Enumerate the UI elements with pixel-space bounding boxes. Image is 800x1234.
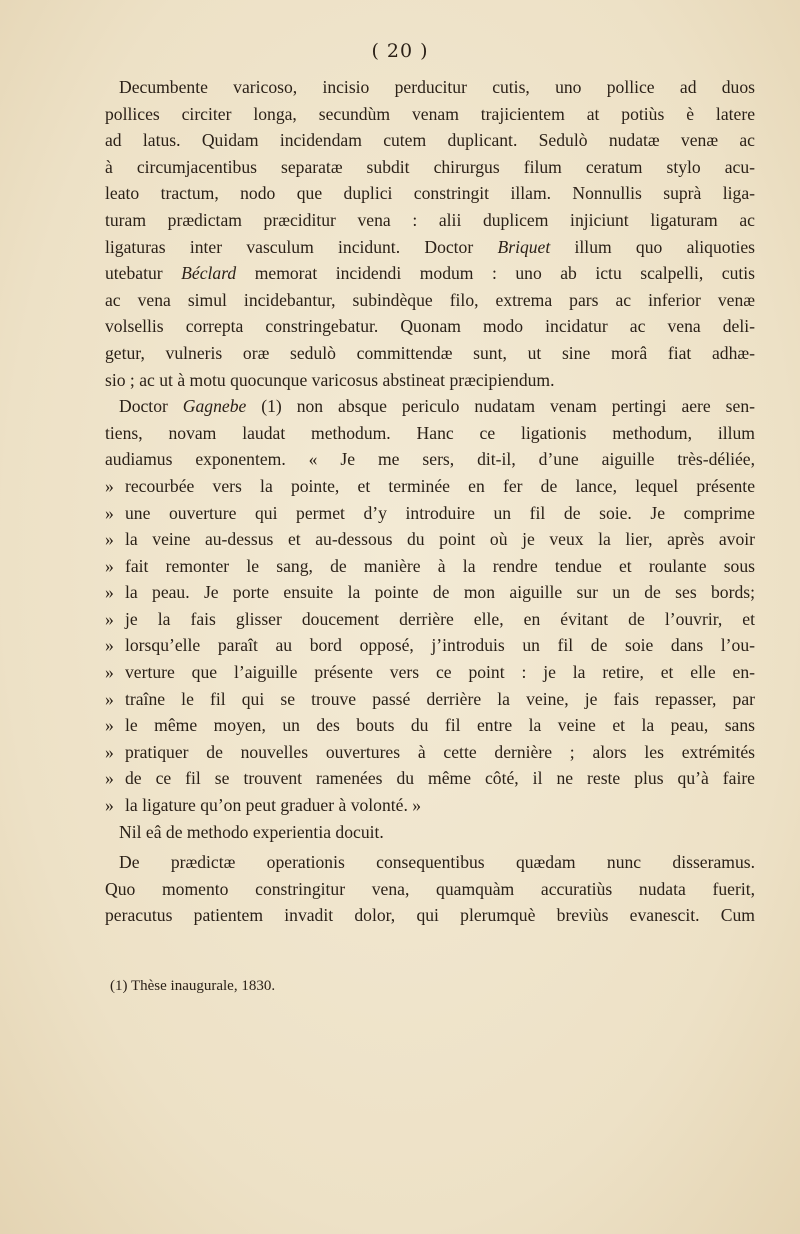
text-line: » une ouverture qui permet d’y introduire un fil de soie. Je comprime [105,500,755,527]
quote-mark: » [105,795,114,816]
text-line: » la ligature qu’on peut graduer à volonté. » [105,792,755,819]
italic-name: Gagnebe [182,396,247,417]
text-line: leato tractum, nodo que duplici constringit illam. Nonnullis suprà liga- [105,183,755,204]
text-line: » la veine au-dessus et au-dessous du point où je veux la lier, après avoir [105,526,755,553]
text-line: à circumjacentibus separatæ subdit chirurgus filum ceratum stylo acu- [105,156,755,177]
text-line: » fait remonter le sang, de manière à la rendre tendue et roulante sous [105,553,755,580]
quote-mark: » [105,555,114,576]
text-line: Doctor Gagnebe (1) non absque periculo nudatam venam pertingi aere sen- [119,396,755,417]
text-line: volsellis correpta constringebatur. Quonam modo incidatur ac vena deli- [105,316,755,337]
quote-mark: » [105,715,114,736]
text-line: audiamus exponentem. « Je me sers, dit-il, d’une aiguille très-déliée, [105,449,755,470]
quote-mark: » [105,688,114,709]
italic-name: Béclard [181,263,237,284]
quote-mark: » [105,662,114,683]
text-line: ligaturas inter vasculum incidunt. Doctor Briquet illum quo aliquoties [105,236,755,257]
text-line: sio ; ac ut à motu quocunque varicosus abstineat præcipiendum. [105,369,555,390]
text-line: » la peau. Je porte ensuite la pointe de mon aiguille sur un de ses bords; [105,579,755,606]
quote-mark: » [105,502,114,523]
body-text [105,74,755,929]
text-line: tiens, novam laudat methodum. Hanc ce ligationis methodum, illum [105,422,755,443]
quote-mark: » [105,635,114,656]
text-line: » verture que l’aiguille présente vers ce point : je la retire, et elle en- [105,659,755,686]
italic-name: Briquet [497,236,551,257]
text-line: pollices circiter longa, secundùm venam trajicientem at potiùs è latere [105,103,755,124]
text-line: turam prædictam præciditur vena : alii duplicem injiciunt ligaturam ac [105,209,755,230]
text-line: ad latus. Quidam incidendam cutem duplicant. Sedulò nudatæ venæ ac [105,130,755,151]
quote-mark: » [105,608,114,629]
text-line: » recourbée vers la pointe, et terminée en fer de lance, lequel présente [105,473,755,500]
quote-mark: » [105,741,114,762]
text-line: » lorsqu’elle paraît au bord opposé, j’introduis un fil de soie dans l’ou- [105,632,755,659]
text-line: peracutus patientem invadit dolor, qui plerumquè breviùs evanescit. Cum [105,905,755,926]
footnote: (1) Thèse inaugurale, 1830. [110,978,276,994]
text-line: ac vena simul incidebantur, subindèque filo, extrema pars ac inferior venæ [105,289,755,310]
text-line: » de ce fil se trouvent ramenées du même côté, il ne reste plus qu’à faire [105,765,755,792]
text-line: utebatur Béclard memorat incidendi modum : uno ab ictu scalpelli, cutis [105,263,755,284]
text-line: » traîne le fil qui se trouve passé derrière la veine, je fais repasser, par [105,686,755,713]
quote-mark: » [105,475,114,496]
quote-mark: » [105,529,114,550]
text-line: Decumbente varicoso, incisio perducitur cutis, uno pollice ad duos [119,77,755,97]
text-line: De prædictæ operationis consequentibus quædam nunc disseramus. [119,852,755,873]
text-line: » pratiquer de nouvelles ouvertures à cette dernière ; alors les extrémités [105,739,755,766]
text-line: » je la fais glisser doucement derrière elle, en évitant de l’ouvrir, et [105,606,755,633]
text-line: » le même moyen, un des bouts du fil entre la veine et la peau, sans [105,712,755,739]
text-line: Nil eâ de methodo experientia docuit. [119,821,384,842]
page-number: ( 20 ) [371,40,429,62]
text-line: Quo momento constringitur vena, quamquàm accuratiùs nudata fuerit, [105,878,755,899]
quote-mark: » [105,768,114,789]
quote-mark: » [105,582,114,603]
text-line: getur, vulneris oræ sedulò committendæ sunt, ut sine morâ fiat adhæ- [105,342,755,363]
